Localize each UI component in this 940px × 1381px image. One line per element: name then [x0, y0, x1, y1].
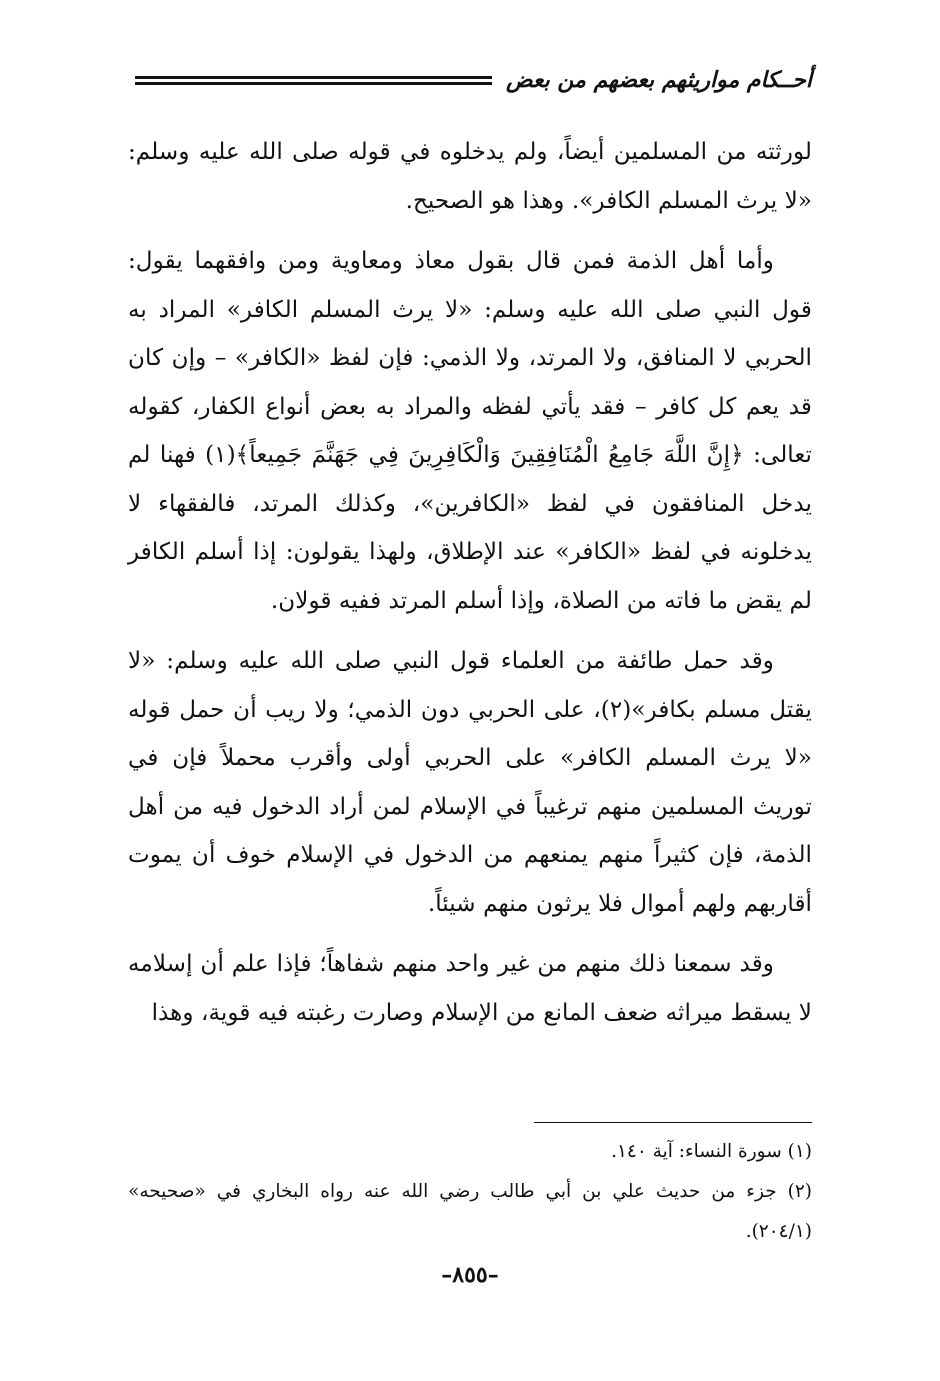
- footnote: (١) سورة النساء: آية ١٤٠.: [611, 1141, 812, 1162]
- main-text: [128, 128, 812, 1049]
- footnote: (٢) جزء من حديث علي بن أبي طالب رضي الله عنه رواه البخاري في «صحيحه» (٢٠٤/١).: [128, 1181, 812, 1242]
- footnotes: [128, 1132, 812, 1252]
- paragraph: وقد حمل طائفة من العلماء قول النبي صلى الله عليه وسلم: «لا يقتل مسلم بكافر»(٢)، على الحربي دون الذمي؛ ولا ريب أن حمل قوله «لا يرث المسلم الكافر» على الحربي أولى وأقرب محملاً فإن في توريث المسلمين منهم ترغيباً في الإسلام لمن أراد الدخول فيه من أهل الذمة، فإن كثيراً منهم يمنعهم من الدخول في الإسلام خوف أن يموت أقاربهم ولهم أموال فلا يرثون منهم شيئاً.: [128, 647, 812, 917]
- header-double-rule: [135, 76, 492, 85]
- running-header: [135, 60, 812, 100]
- header-rule-line: [135, 76, 492, 79]
- paragraph: لورثته من المسلمين أيضاً، ولم يدخلوه في قوله صلى الله عليه وسلم: «لا يرث المسلم الكافر». وهذا هو الصحيح.: [128, 138, 812, 214]
- footnote-separator: [534, 1122, 812, 1123]
- page-number: –٨٥٥–: [441, 1262, 499, 1288]
- header-rule-line: [135, 82, 492, 85]
- paragraph: وأما أهل الذمة فمن قال بقول معاذ ومعاوية ومن وافقهما يقول: قول النبي صلى الله عليه وسلم: «لا يرث المسلم الكافر» المراد به الحربي لا المنافق، ولا المرتد، ولا الذمي: فإن لفظ «الكافر» – وإن كان قد يعم كل كافر – فقد يأتي لفظه والمراد به بعض أنواع الكفار، كقوله تعالى: ﴿إِنَّ اللَّهَ جَامِعُ الْمُنَافِقِينَ وَالْكَافِرِينَ فِي جَهَنَّمَ جَمِيعاً﴾(١) فهنا لم يدخل المنافقون في لفظ «الكافرين»، وكذلك المرتد، فالفقهاء لا يدخلونه في لفظ «الكافر» عند الإطلاق، ولهذا يقولون: إذا أسلم الكافر لم يقض ما فاته من الصلاة، وإذا أسلم المرتد ففيه قولان.: [128, 247, 812, 614]
- paragraph: وقد سمعنا ذلك منهم من غير واحد منهم شفاهاً؛ فإذا علم أن إسلامه لا يسقط ميراثه ضعف المانع من الإسلام وصارت رغبته فيه قوية، وهذا: [128, 950, 812, 1026]
- header-title: أحــكام مواريثهم بعضهم من بعض: [506, 67, 812, 93]
